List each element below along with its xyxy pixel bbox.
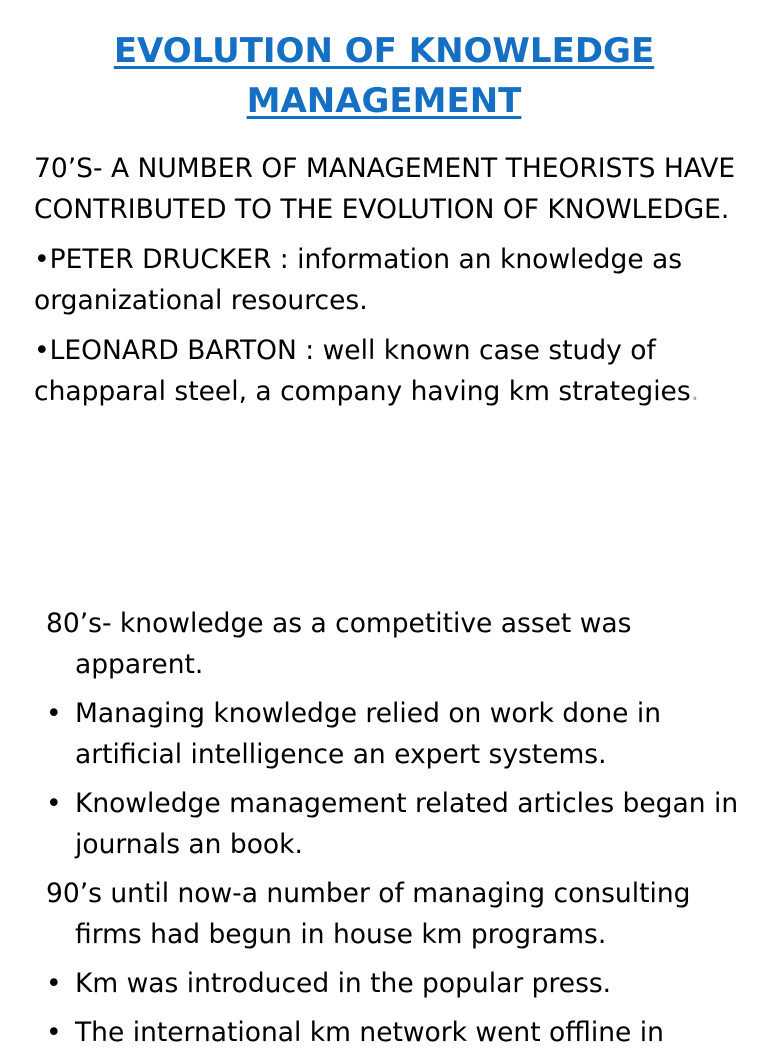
section-70s-item-barton	[34, 330, 746, 412]
section-80s-90s	[46, 603, 758, 1061]
section-70s	[34, 148, 746, 421]
bullet-text: Knowledge management related articles began in journals an book.	[75, 788, 739, 860]
page-title	[0, 26, 768, 126]
title-line-2: MANAGEMENT	[246, 81, 522, 121]
section-90s-intro: 90’s until now-a number of managing consulting firms had begun in house km programs.	[46, 878, 691, 950]
section-70s-intro: 70’S- A NUMBER OF MANAGEMENT THEORISTS HAVE CONTRIBUTED TO THE EVOLUTION OF KNOWLEDGE.	[34, 153, 736, 225]
bullet-glyph: •	[46, 788, 62, 819]
bullet-item	[46, 693, 758, 775]
bullet-glyph: •	[46, 968, 62, 999]
bullet-glyph: •	[46, 698, 62, 729]
bullet-item	[46, 963, 758, 1004]
section-70s-item-drucker: •PETER DRUCKER : information an knowledge as organizational resources.	[34, 244, 683, 316]
bullet-item	[46, 783, 758, 865]
title-line-1: EVOLUTION OF KNOWLEDGE	[113, 31, 655, 71]
section-70s-item-barton-text: •LEONARD BARTON : well known case study of chapparal steel, a company having km strategies	[34, 335, 691, 407]
section-80s-intro: 80’s- knowledge as a competitive asset was apparent.	[46, 608, 632, 680]
bullet-text: Managing knowledge relied on work done in artificial intelligence an expert systems.	[75, 698, 662, 770]
bullet-text: The international km network went offline in	[75, 1017, 664, 1048]
trailing-dot: .	[690, 376, 700, 407]
bullet-item	[46, 1012, 758, 1053]
bullet-glyph: •	[46, 1017, 62, 1048]
bullet-text: Km was introduced in the popular press.	[75, 968, 612, 999]
